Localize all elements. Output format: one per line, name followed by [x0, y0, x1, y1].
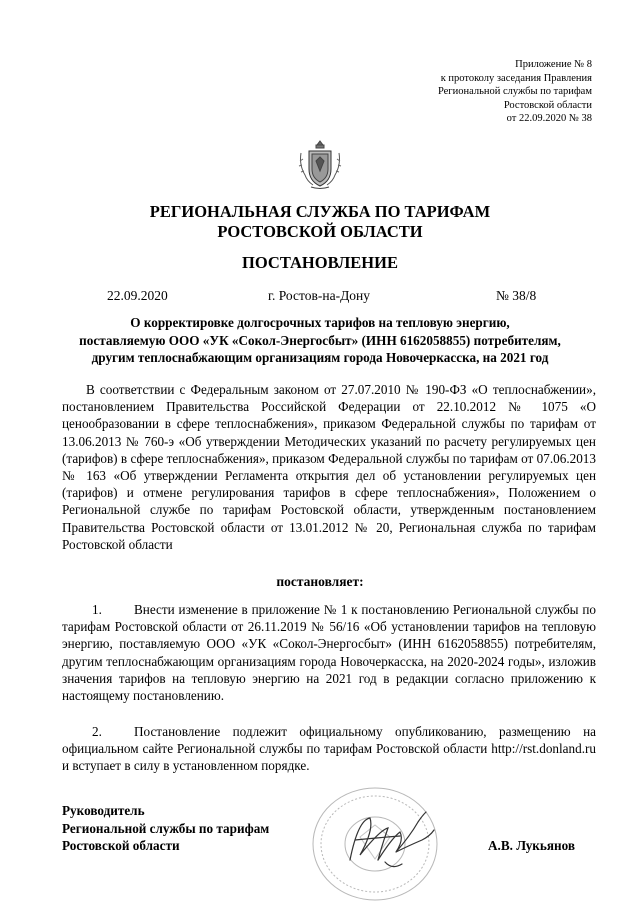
appendix-reference: [332, 58, 592, 126]
document-number: № 38/8: [496, 288, 537, 303]
signer-line: Ростовской области: [62, 838, 180, 853]
signature-icon: [330, 800, 450, 880]
item-number: 1.: [92, 602, 102, 617]
decree-item-2: [62, 723, 596, 775]
appendix-line: Приложение № 8: [515, 59, 592, 70]
decree-item-1: [62, 601, 596, 704]
organization-name-line2: РОСТОВСКОЙ ОБЛАСТИ: [217, 222, 423, 241]
document-date: 22.09.2020: [107, 288, 168, 303]
appendix-line: от 22.09.2020 № 38: [506, 113, 592, 125]
signer-name: А.В. Лукьянов: [488, 838, 575, 853]
item-text: Внести изменение в приложение № 1 к постановлению Региональной службы по тарифам Ростовской области от 26.11.2019 № 56/16 «Об установлении тарифов на тепловую энергию, поставляемую ООО «УК «Сокол-Энергосбыт» (ИНН 6162058855) потребителям, другим теплоснабжающим организациям города Новочеркасска, на 2020-2024 годы», изложив значения тарифов на тепловую энергию на 2021 год в редакции согласно приложению к настоящему постановлению.: [62, 602, 596, 704]
appendix-line: Ростовской области: [503, 99, 592, 111]
item-number: 2.: [92, 724, 102, 739]
appendix-line: Региональной службы по тарифам: [437, 86, 592, 98]
subject-line: О корректировке долгосрочных тарифов на тепловую энергию,: [130, 315, 510, 330]
subject-line: поставляемую ООО «УК «Сокол-Энергосбыт» (ИНН 6162058855) потребителям,: [79, 332, 561, 348]
document-type-heading: ПОСТАНОВЛЕНИЕ: [242, 253, 398, 272]
subject-line: другим теплоснабжающим организациям города Новочеркасска, на 2021 год: [91, 350, 549, 365]
item-text: Постановление подлежит официальному опубликованию, размещению на официальном сайте Региональной службы по тарифам Ростовской области http://rst.donland.ru и вступает в силу в установленном порядке.: [62, 724, 596, 774]
preamble-paragraph: В соответствии с Федеральным законом от 27.07.2010 № 190-ФЗ «О теплоснабжении», постановлением Правительства Российской Федерации от 22.10.2012 № 1075 «О ценообразовании в сфере теплоснабжения», приказом Федеральной службы по тарифам от 13.06.2013 № 760-э «Об утверждении Методических указаний по расчету регулируемых цен (тарифов) в сфере теплоснабжения», приказом Федеральной службы по тарифам от 07.06.2013 № 163 «Об утверждении Регламента открытия дел об установлении регулируемых цен (тарифов) и отмене регулирования тарифов в сфере теплоснабжения», Положением о Региональной службе по тарифам Ростовской области, утвержденным постановлением Правительства Ростовской области от 13.01.2012 № 20, Региональная служба по тарифам Ростовской области: [62, 382, 596, 552]
document-subject: [55, 314, 585, 367]
signer-line: Региональной службы по тарифам: [62, 820, 270, 836]
organization-name-line1: РЕГИОНАЛЬНАЯ СЛУЖБА ПО ТАРИФАМ: [149, 202, 491, 221]
decree-word: постановляет:: [276, 574, 364, 589]
appendix-line: к протоколу заседания Правления: [440, 72, 592, 84]
coat-of-arms-icon: [297, 139, 343, 191]
signer-position: [62, 802, 269, 855]
document-city: г. Ростов-на-Дону: [268, 288, 371, 303]
signer-line: Руководитель: [62, 803, 145, 818]
